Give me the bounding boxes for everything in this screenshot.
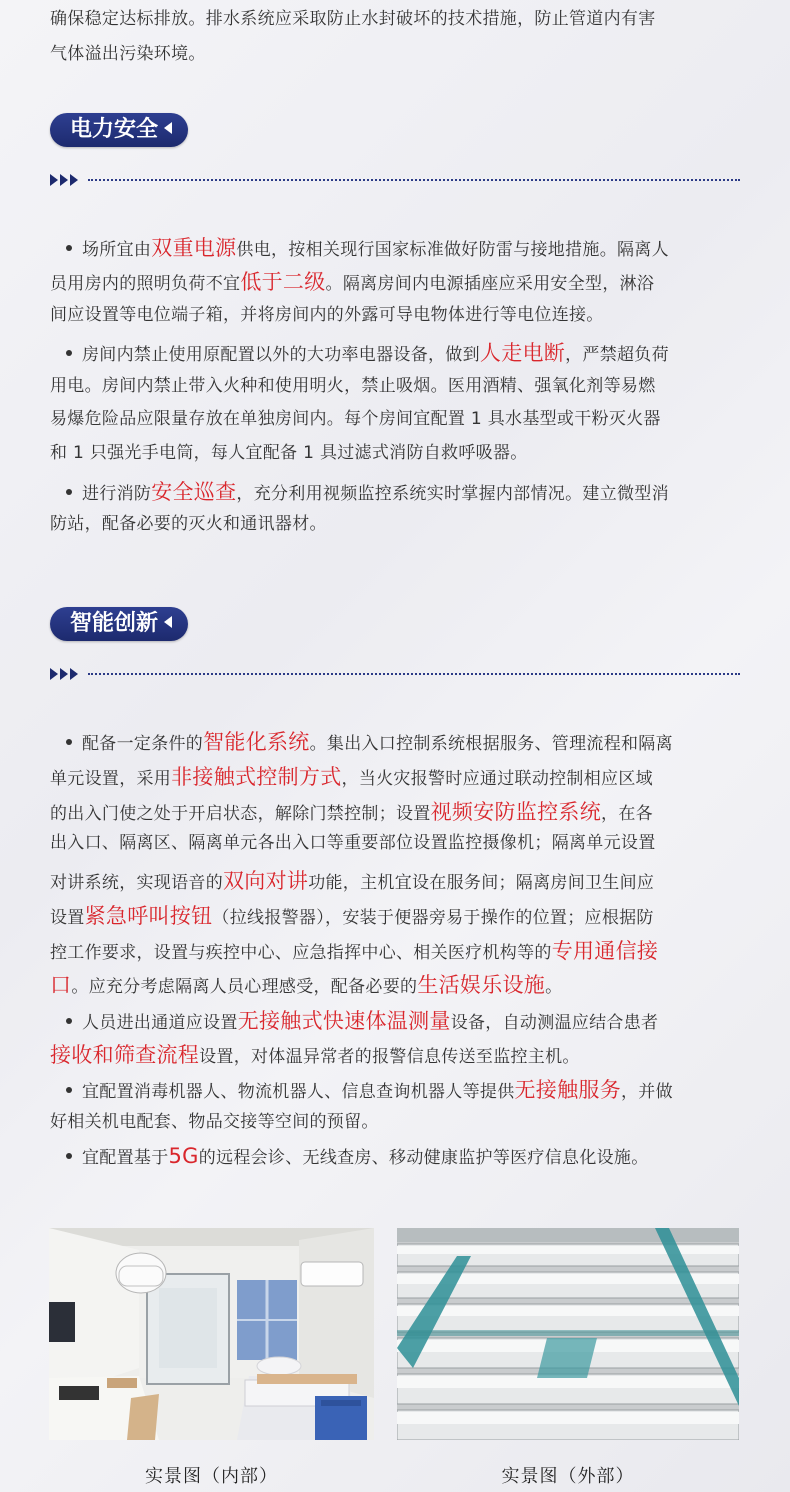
smart-p1-line6: 设置紧急呼叫按钮（拉线报警器），安装于便器旁易于操作的位置；应根据防 — [50, 904, 654, 928]
smart-p1-line8: 口。应充分考虑隔离人员心理感受，配备必要的生活娱乐设施。 — [50, 973, 563, 997]
intro-line-1: 确保稳定达标排放。排水系统应采取防止水封破坏的技术措施，防止管道内有害 — [50, 9, 656, 29]
power-p1-line1: 场所宜由双重电源供电，按相关现行国家标准做好防雷与接地措施。隔离人 — [50, 232, 740, 262]
power-p2-line3: 易爆危险品应限量存放在单独房间内。每个房间宜配置 1 具水基型或干粉灭火器 — [50, 409, 661, 429]
caption-interior: 实景图（内部） — [145, 1466, 278, 1487]
section-title-power: 电力安全 — [50, 113, 188, 147]
smart-p1-line3: 的出入门使之处于开启状态，解除门禁控制；设置视频安防监控系统，在各 — [50, 800, 653, 824]
room-interior-image — [49, 1228, 374, 1440]
smart-p3-line1: 宜配置消毒机器人、物流机器人、信息查询机器人等提供无接触服务，并做 — [50, 1074, 740, 1104]
intro-line-2: 气体溢出污染环境。 — [50, 44, 206, 64]
caret-left-icon — [164, 122, 172, 134]
photo-exterior — [397, 1228, 739, 1440]
section-divider — [50, 172, 740, 188]
smart-p1-line4: 出入口、隔离区、隔离单元各出入口等重要部位设置监控摄像机；隔离单元设置 — [50, 833, 656, 853]
section-divider — [50, 666, 740, 682]
smart-p3-line2: 好相关机电配套、物品交接等空间的预留。 — [50, 1112, 379, 1132]
smart-p2-line1: 人员进出通道应设置无接触式快速体温测量设备，自动测温应结合患者 — [50, 1005, 740, 1035]
smart-p1-line1: 配备一定条件的智能化系统。集出入口控制系统根据服务、管理流程和隔离 — [50, 726, 740, 756]
bullet-icon — [66, 489, 72, 495]
bullet-icon — [66, 350, 72, 356]
power-p1-line3: 间应设置等电位端子箱，并将房间内的外露可导电物体进行等电位连接。 — [50, 305, 604, 325]
bullet-icon — [66, 1153, 72, 1159]
power-p2-line1: 房间内禁止使用原配置以外的大功率电器设备，做到人走电断，严禁超负荷 — [50, 337, 740, 367]
triple-arrow-icon — [50, 172, 82, 188]
caption-exterior: 实景图（外部） — [501, 1466, 635, 1487]
caret-left-icon — [164, 616, 172, 628]
smart-p1-line5: 对讲系统，实现语音的双向对讲功能，主机宜设在服务间；隔离房间卫生间应 — [50, 869, 655, 893]
power-p1-line2: 员用房内的照明负荷不宜低于二级。隔离房间内电源插座应采用安全型，淋浴 — [50, 270, 655, 294]
bullet-icon — [66, 245, 72, 251]
power-p3-line1: 进行消防安全巡查，充分利用视频监控系统实时掌握内部情况。建立微型消 — [50, 476, 740, 506]
photo-interior — [49, 1228, 374, 1440]
power-p2-line2: 用电。房间内禁止带入火种和使用明火，禁止吸烟。医用酒精、强氧化剂等易燃 — [50, 376, 656, 396]
power-p2-line4: 和 1 只强光手电筒，每人宜配备 1 具过滤式消防自救呼吸器。 — [50, 443, 528, 463]
smart-p4-line1: 宜配置基于5G的远程会诊、无线查房、移动健康监护等医疗信息化设施。 — [50, 1143, 740, 1168]
section-title-smart: 智能创新 — [50, 607, 188, 641]
bullet-icon — [66, 1087, 72, 1093]
bullet-icon — [66, 1018, 72, 1024]
power-p3-line2: 防站，配备必要的灭火和通讯器材。 — [50, 514, 327, 534]
smart-p1-line7: 控工作要求，设置与疾控中心、应急指挥中心、相关医疗机构等的专用通信接 — [50, 939, 659, 963]
aerial-site-image — [397, 1228, 739, 1440]
bullet-icon — [66, 739, 72, 745]
triple-arrow-icon — [50, 666, 82, 682]
smart-p2-line2: 接收和筛查流程设置，对体温异常者的报警信息传送至监控主机。 — [50, 1043, 580, 1067]
smart-p1-line2: 单元设置，采用非接触式控制方式，当火灾报警时应通过联动控制相应区域 — [50, 765, 653, 789]
